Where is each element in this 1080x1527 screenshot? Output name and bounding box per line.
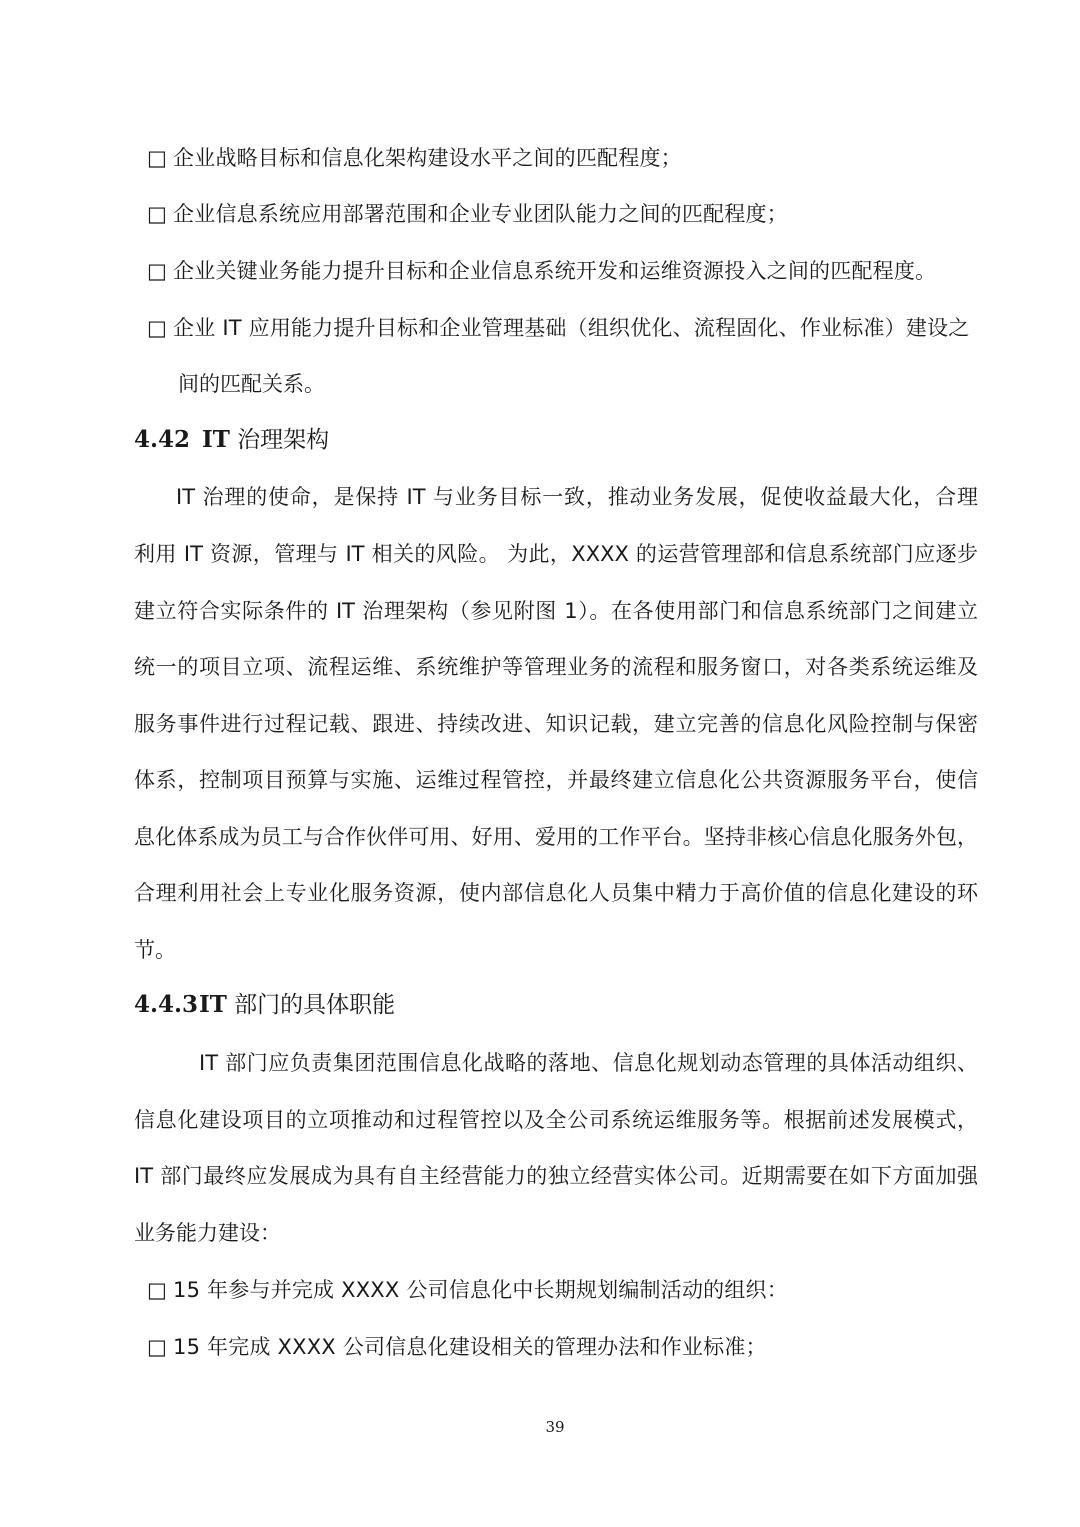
list-item-text: 15 年完成 XXXX 公司信息化建设相关的管理办法和作业标准； <box>173 1335 767 1359</box>
paragraph-line: 统一的项目立项、流程运维、系统维护等管理业务的流程和服务窗口，对各类系统运维及 <box>134 655 978 679</box>
section-heading-4-4-3 <box>134 990 395 1020</box>
paragraph-line: 节。 <box>134 938 176 962</box>
checkbox-square-icon: □ <box>147 259 168 283</box>
section-title: 部门的具体职能 <box>226 992 396 1018</box>
list-item <box>147 314 969 342</box>
section-title-it: IT <box>199 991 227 1018</box>
paragraph-line: 利用 IT 资源，管理与 IT 相关的风险。 为此，XXXX 的运营管理部和信息系统部门应逐步 <box>134 542 978 566</box>
section-heading-4-42 <box>134 425 329 455</box>
list-item-continuation: 间的匹配关系。 <box>178 372 325 396</box>
section-title-it: IT <box>202 426 230 453</box>
page-number: 39 <box>545 1418 565 1436</box>
paragraph-line: 体系，控制项目预算与实施、运维过程管控，并最终建立信息化公共资源服务平台，使信 <box>134 768 978 792</box>
section-number: 4.42 <box>134 426 191 453</box>
paragraph-line: IT 治理的使命，是保持 IT 与业务目标一致，推动业务发展，促使收益最大化，合理 <box>176 485 978 509</box>
list-item-text: 企业关键业务能力提升目标和企业信息系统开发和运维资源投入之间的匹配程度。 <box>173 259 937 283</box>
list-item-text: 企业信息系统应用部署范围和企业专业团队能力之间的匹配程度； <box>173 202 788 226</box>
checkbox-square-icon: □ <box>147 202 168 226</box>
list-item <box>147 1276 788 1304</box>
section-number: 4.4.3 <box>134 991 199 1018</box>
paragraph-line: 服务事件进行过程记载、跟进、持续改进、知识记载，建立完善的信息化风险控制与保密 <box>134 712 978 736</box>
checkbox-square-icon: □ <box>147 1335 168 1359</box>
list-item <box>147 257 936 285</box>
list-item-text: 企业 IT 应用能力提升目标和企业管理基础（组织优化、流程固化、作业标准）建设之 <box>173 316 970 340</box>
section-title: 治理架构 <box>229 427 330 453</box>
list-item <box>147 1333 767 1361</box>
checkbox-square-icon: □ <box>147 316 168 340</box>
paragraph-line: 建立符合实际条件的 IT 治理架构（参见附图 1）。在各使用部门和信息系统部门之间建立 <box>134 599 978 623</box>
list-item-text: 企业战略目标和信息化架构建设水平之间的匹配程度； <box>173 146 682 170</box>
paragraph-line: 合理利用社会上专业化服务资源，使内部信息化人员集中精力于高价值的信息化建设的环 <box>134 881 978 905</box>
checkbox-square-icon: □ <box>147 146 168 170</box>
paragraph-line: IT 部门最终应发展成为具有自主经营能力的独立经营实体公司。近期需要在如下方面加强 <box>134 1164 978 1188</box>
checkbox-square-icon: □ <box>147 1278 168 1302</box>
paragraph-line: 息化体系成为员工与合作伙伴可用、好用、爱用的工作平台。坚持非核心信息化服务外包， <box>134 825 978 849</box>
paragraph-line: 信息化建设项目的立项推动和过程管控以及全公司系统运维服务等。根据前述发展模式， <box>134 1108 978 1132</box>
list-item <box>147 200 788 228</box>
paragraph-line: IT 部门应负责集团范围信息化战略的落地、信息化规划动态管理的具体活动组织、 <box>199 1051 978 1075</box>
list-item-text: 15 年参与并完成 XXXX 公司信息化中长期规划编制活动的组织： <box>173 1278 788 1302</box>
list-item <box>147 144 682 172</box>
paragraph-line: 业务能力建设： <box>134 1221 281 1245</box>
